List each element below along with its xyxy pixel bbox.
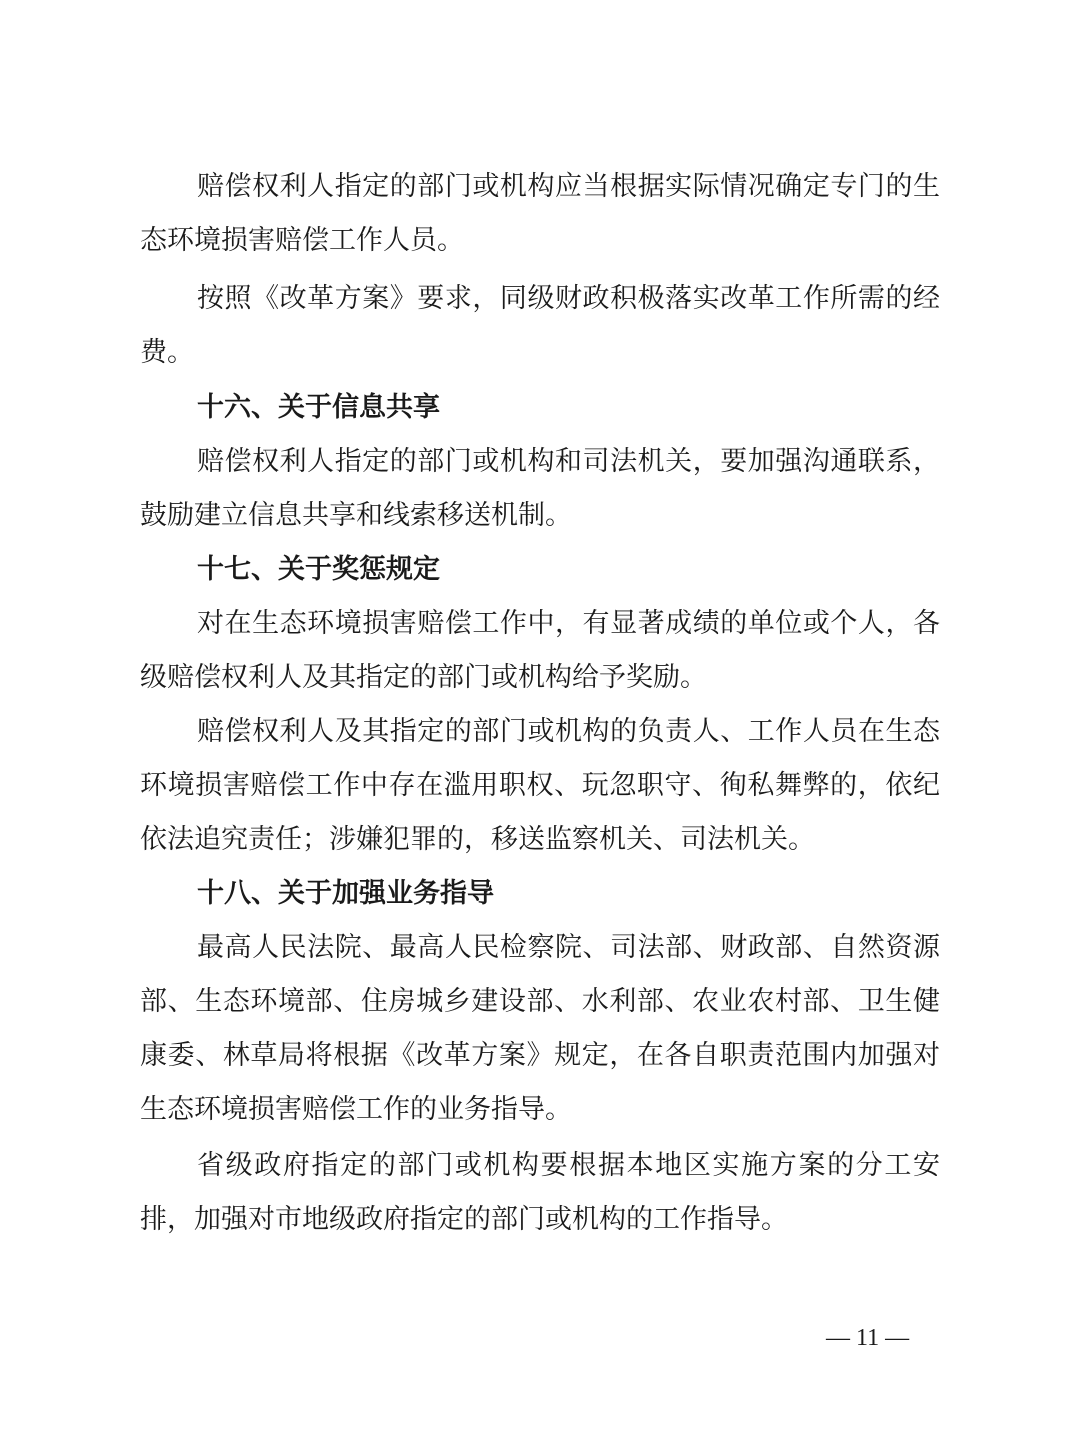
paragraph-line: 部、生态环境部、住房城乡建设部、水利部、农业农村部、卫生健 <box>140 986 940 1017</box>
paragraph-line: 环境损害赔偿工作中存在滥用职权、玩忽职守、徇私舞弊的，依纪 <box>140 770 940 801</box>
paragraph-line: 康委、林草局将根据《改革方案》规定，在各自职责范围内加强对 <box>140 1040 940 1071</box>
paragraph-line: 排，加强对市地级政府指定的部门或机构的工作指导。 <box>140 1204 788 1235</box>
section-heading: 十八、关于加强业务指导 <box>197 878 494 909</box>
paragraph-line: 费。 <box>140 337 194 368</box>
section-heading: 十六、关于信息共享 <box>197 392 440 423</box>
paragraph-line: 依法追究责任；涉嫌犯罪的，移送监察机关、司法机关。 <box>140 824 815 855</box>
paragraph-line: 最高人民法院、最高人民检察院、司法部、财政部、自然资源 <box>197 932 940 963</box>
paragraph-line: 鼓励建立信息共享和线索移送机制。 <box>140 500 572 531</box>
paragraph-line: 态环境损害赔偿工作人员。 <box>140 225 464 256</box>
paragraph-line: 赔偿权利人及其指定的部门或机构的负责人、工作人员在生态 <box>197 716 940 747</box>
paragraph-line: 赔偿权利人指定的部门或机构应当根据实际情况确定专门的生 <box>197 171 940 202</box>
paragraph-line: 赔偿权利人指定的部门或机构和司法机关，要加强沟通联系， <box>197 446 940 477</box>
paragraph-line: 生态环境损害赔偿工作的业务指导。 <box>140 1094 572 1125</box>
page-number: — 11 — <box>826 1325 910 1351</box>
paragraph-line: 省级政府指定的部门或机构要根据本地区实施方案的分工安 <box>197 1150 940 1181</box>
section-heading: 十七、关于奖惩规定 <box>197 554 440 585</box>
paragraph-line: 按照《改革方案》要求，同级财政积极落实改革工作所需的经 <box>197 283 940 314</box>
paragraph-line: 级赔偿权利人及其指定的部门或机构给予奖励。 <box>140 662 707 693</box>
paragraph-line: 对在生态环境损害赔偿工作中，有显著成绩的单位或个人，各 <box>197 608 940 639</box>
